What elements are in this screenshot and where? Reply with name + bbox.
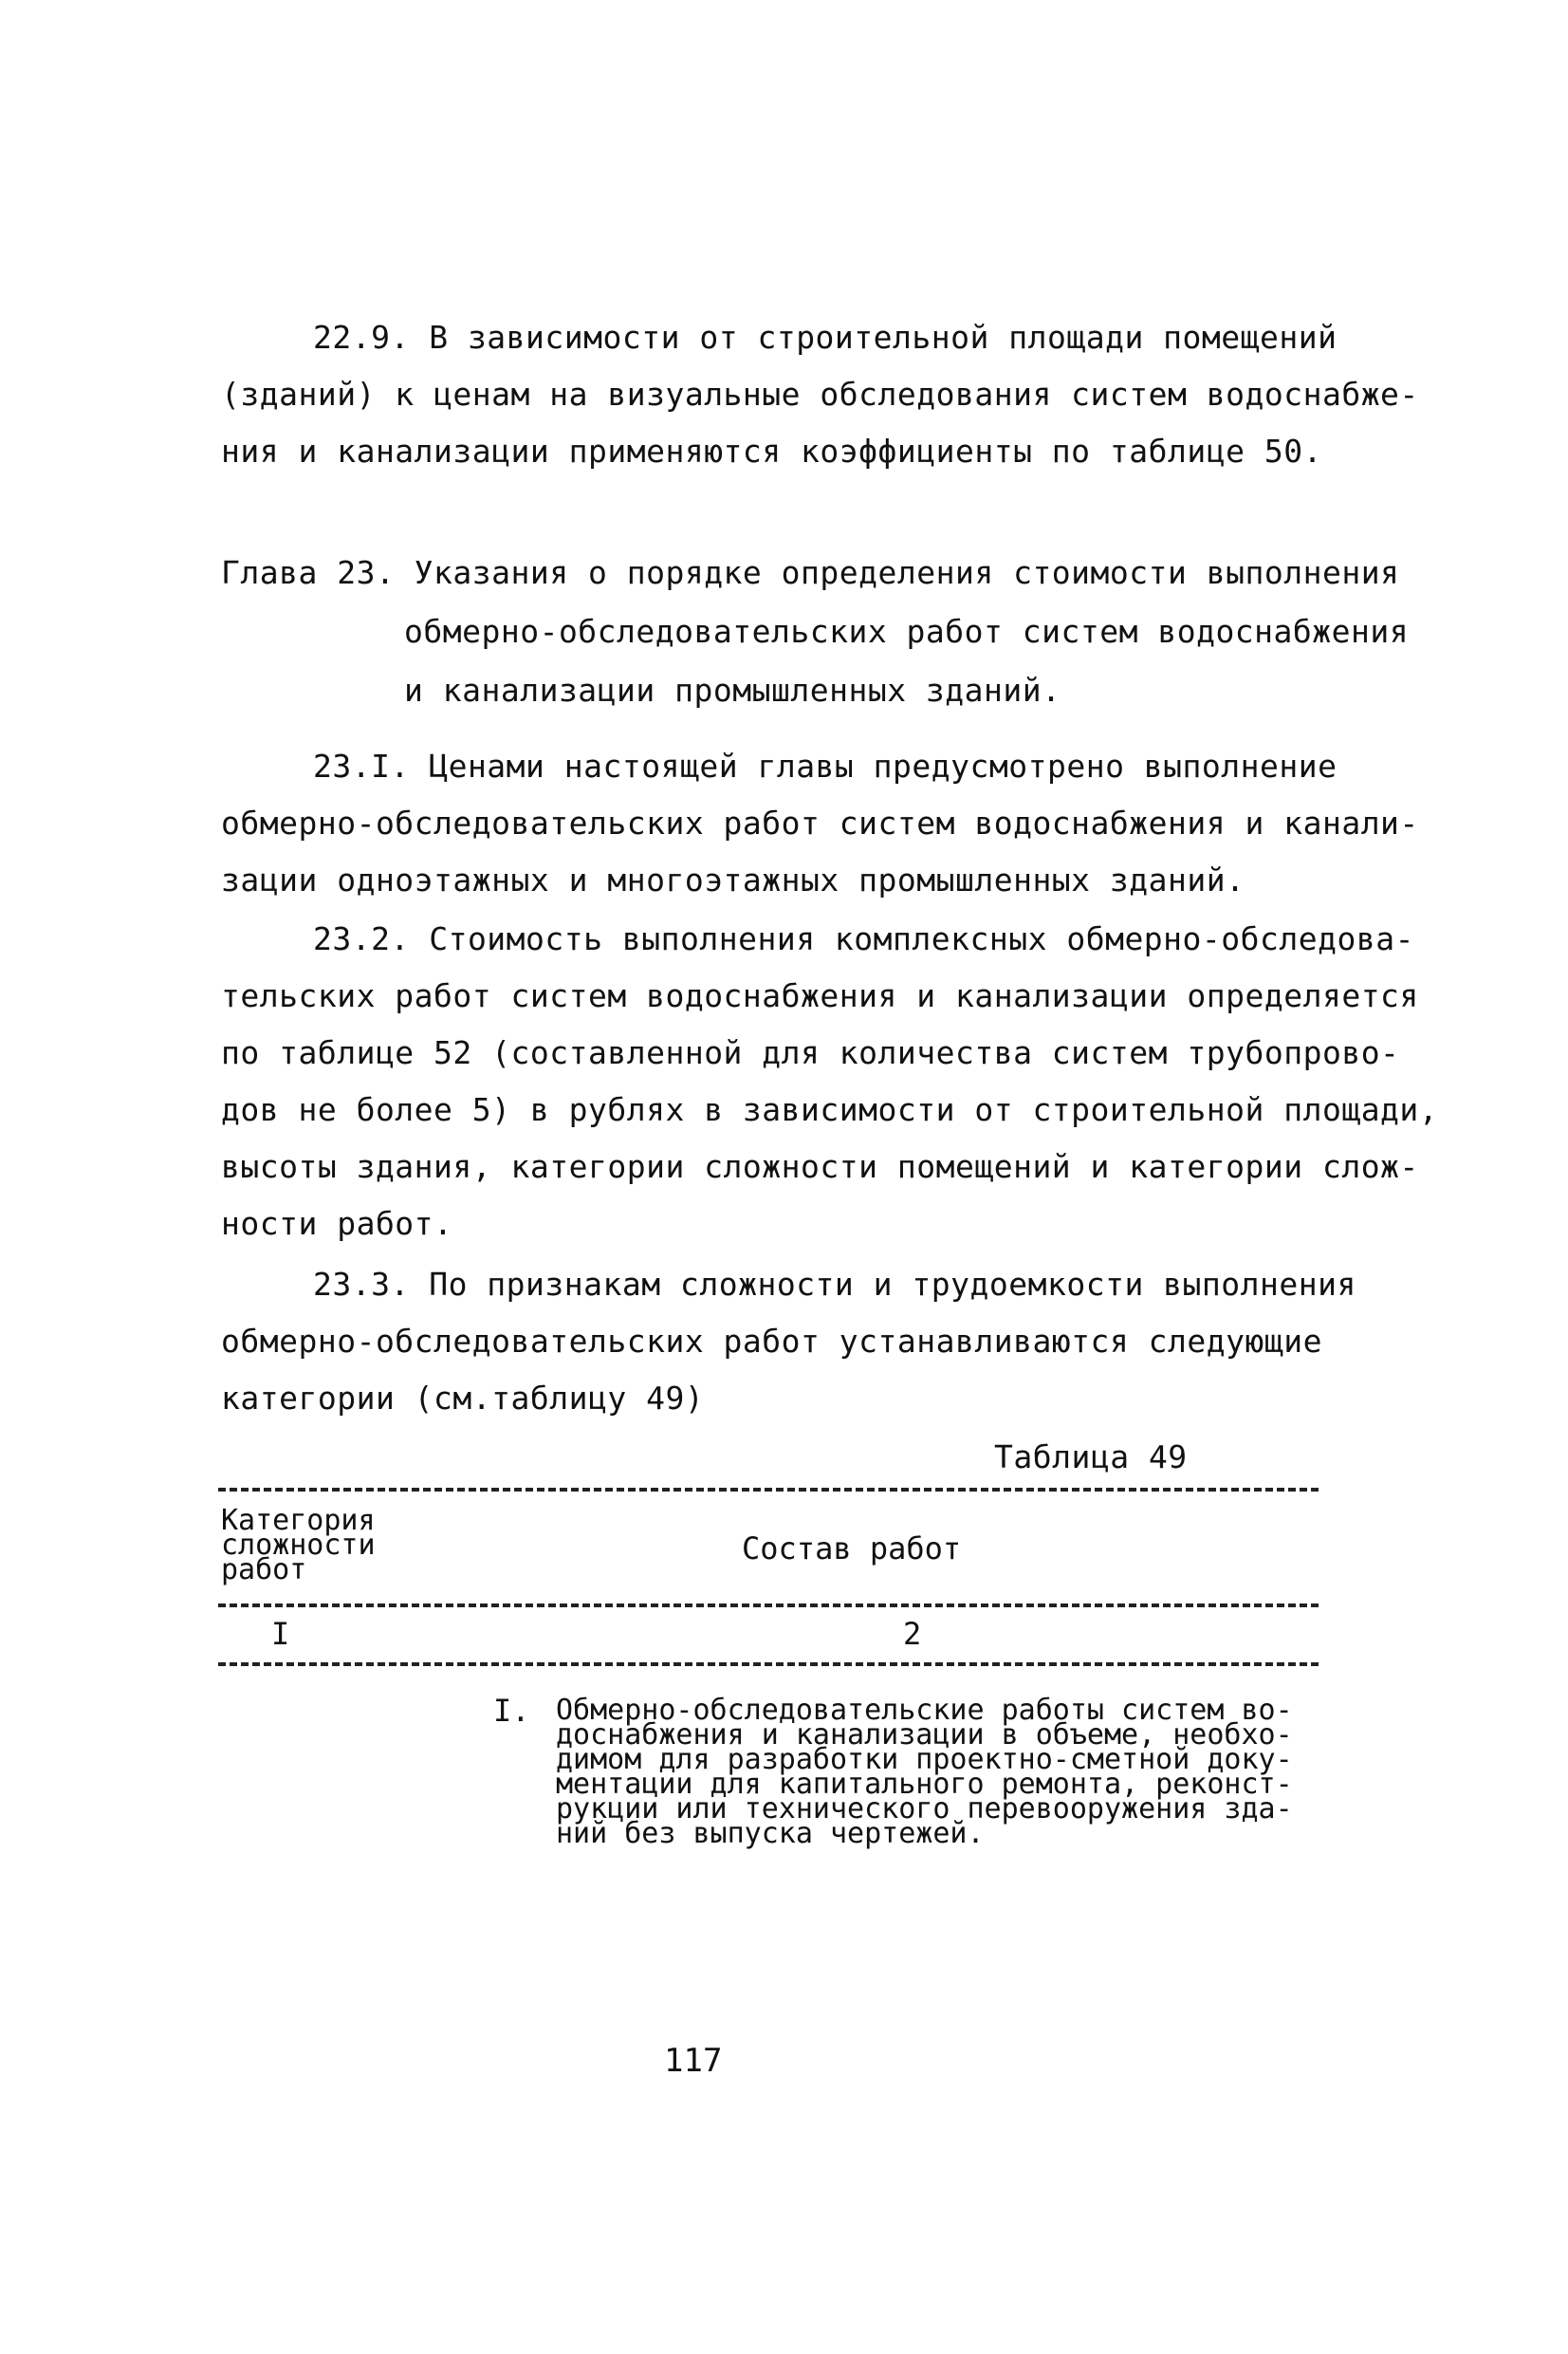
para-23-2-line-6: ности работ.: [221, 1205, 453, 1242]
para-22-9-line-1: 22.9. В зависимости от строительной площади помещений: [313, 319, 1337, 356]
chapter-23-title-line-1: Глава 23. Указания о порядке определения стоимости выполнения: [221, 554, 1400, 591]
row-text-line-1: Обмерно-обследовательские работы систем во-: [556, 1694, 1293, 1727]
para-23-1-line-2: обмерно-обследовательских работ систем водоснабжения и канали-: [221, 805, 1419, 842]
row-text-line-4: ментации для капитального ремонта, реконст-: [556, 1768, 1293, 1801]
chapter-23-title-line-2: обмерно-обследовательских работ систем водоснабжения: [404, 613, 1410, 650]
para-23-2-line-5: высоты здания, категории сложности помещений и категории слож-: [221, 1148, 1419, 1185]
header-col2: Состав работ: [742, 1530, 962, 1566]
para-23-2-line-3: по таблице 52 (составленной для количества систем трубопрово-: [221, 1034, 1400, 1071]
table-top-rule: [218, 1488, 1319, 1492]
header-col1-line-2: сложности: [221, 1529, 376, 1562]
para-23-3-line-1: 23.3. По признакам сложности и трудоемкости выполнения: [313, 1266, 1356, 1303]
chapter-23-title-line-3: и канализации промышленных зданий.: [404, 672, 1061, 709]
header-col1-line-3: работ: [221, 1553, 307, 1586]
row-text-line-3: димом для разработки проектно-сметной доку-: [556, 1743, 1293, 1776]
para-23-3-line-2: обмерно-обследовательских работ устанавливаются следующие: [221, 1323, 1322, 1360]
para-23-1-line-3: зации одноэтажных и многоэтажных промышленных зданий.: [221, 862, 1245, 899]
table-49-caption: Таблица 49: [994, 1438, 1188, 1475]
row-text-line-2: доснабжения и канализации в объеме, необхо-: [556, 1718, 1293, 1752]
para-23-2-line-2: тельских работ систем водоснабжения и канализации определяется: [221, 977, 1419, 1014]
row-text-line-6: ний без выпуска чертежей.: [556, 1817, 985, 1850]
column-number-2: 2: [903, 1616, 922, 1652]
column-number-rule: [218, 1662, 1319, 1666]
para-23-2-line-4: дов не более 5) в рублях в зависимости от строительной площади,: [221, 1091, 1439, 1128]
para-22-9-line-3: ния и канализации применяются коэффициенты по таблице 50.: [221, 433, 1322, 470]
page-number: 117: [664, 2042, 723, 2080]
para-23-2-line-1: 23.2. Стоимость выполнения комплексных обмерно-обследова-: [313, 920, 1414, 957]
para-23-3-line-3: категории (см.таблицу 49): [221, 1380, 705, 1417]
header-col1-line-1: Категория: [221, 1504, 376, 1537]
column-number-1: I: [271, 1616, 290, 1652]
header-rule: [218, 1603, 1319, 1607]
row-text-line-5: рукции или технического перевооружения зда-: [556, 1792, 1293, 1826]
para-22-9-line-2: (зданий) к ценам на визуальные обследования систем водоснабже-: [221, 376, 1419, 413]
row-number: I.: [493, 1693, 530, 1729]
para-23-1-line-1: 23.I. Ценами настоящей главы предусмотрено выполнение: [313, 748, 1337, 785]
